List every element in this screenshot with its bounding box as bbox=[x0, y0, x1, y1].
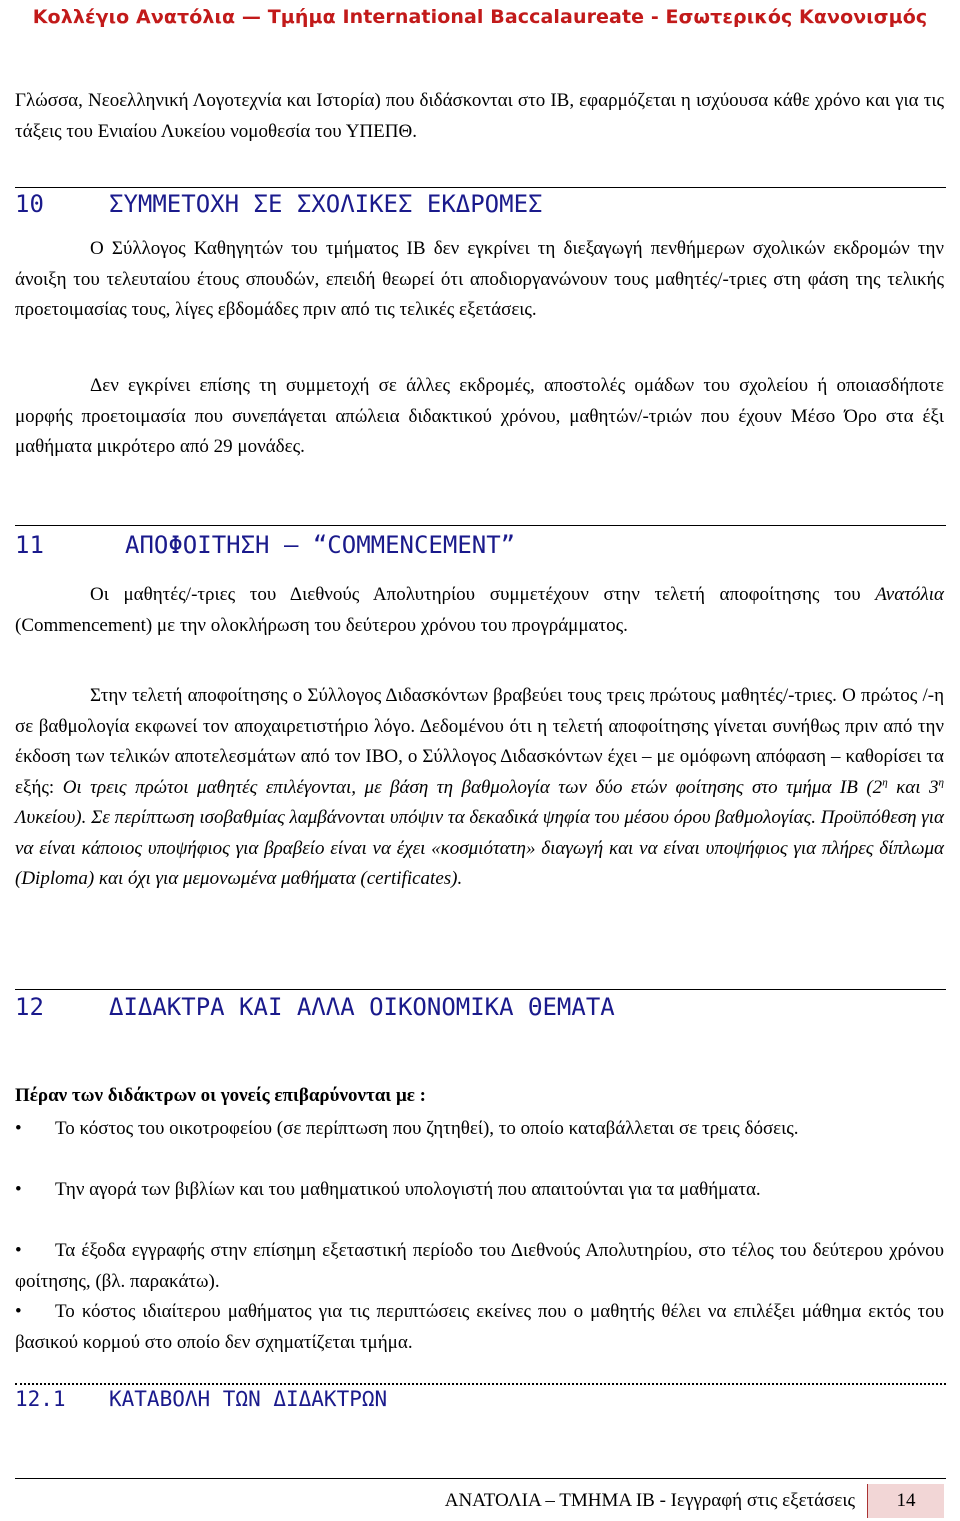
bullet-icon: • bbox=[15, 1118, 22, 1139]
section-11-p1-start: Οι μαθητές/-τριες του Διεθνούς Απολυτηρίου συμμετέχουν στην τελετή αποφοίτησης του bbox=[90, 584, 876, 605]
intro-paragraph: Γλώσσα, Νεοελληνική Λογοτεχνία και Ιστορία) που διδάσκονται στο ΙΒ, εφαρμόζεται η ισχύουσα κάθε χρόνο και για τις τάξεις του Ενιαίου Λυκείου νομοθεσία του ΥΠΕΠΘ. bbox=[15, 90, 944, 142]
section-11-title: ΑΠΟΦΟΙΤΗΣΗ – “COMMENCEMENT” bbox=[125, 531, 516, 559]
section-11-p2-start: Στην τελετή αποφοίτησης ο Σύλλογος Διδασκόντων βραβεύει τους τρεις πρώτους μαθητές/-τριες. Ο πρώτος /-η σε βαθμολογία εκφωνεί τον αποχαιρετιστήριο λόγο. Δεδομένου ότι η τελετή αποφοίτησης γίνεται συνήθως πριν από την έκδοση των τελικών αποτελεσμάτων από τον IBO, ο Σύλλογος Διδασκόντων έχει – με ομόφωνη απόφαση – καθορίσει τα εξής: bbox=[15, 685, 944, 798]
footer-rule bbox=[15, 1478, 946, 1479]
list-item bbox=[15, 1236, 944, 1297]
list-item bbox=[15, 1175, 944, 1206]
section-12-1-heading bbox=[15, 1387, 944, 1411]
section-11-heading bbox=[15, 531, 944, 559]
section-10-paragraph-1: Ο Σύλλογος Καθηγητών του τμήματος ΙΒ δεν εγκρίνει τη διεξαγωγή πενθήμερων σχολικών εκδρομών την άνοιξη του τελευταίου έτους σπουδών, επειδή θεωρεί ότι αποδιοργανώνουν τους μαθητές/-τριες στη φάση της τελικής προετοιμασίας τους, λίγες εβδομάδες πριν από τις τελικές εξετάσεις. bbox=[15, 238, 944, 320]
section-11-p1-end: (Commencement) με την ολοκλήρωση του δεύτερου χρόνου του προγράμματος. bbox=[15, 614, 628, 636]
list-item bbox=[15, 1297, 944, 1358]
section-11-paragraph-2 bbox=[15, 681, 944, 895]
running-header: Κολλέγιο Ανατόλια — Τμήμα International Baccalaureate - Εσωτερικός Κανονισμός bbox=[32, 6, 928, 28]
section-11-paragraph-1 bbox=[15, 580, 944, 641]
section-10-paragraph-2: Δεν εγκρίνει επίσης τη συμμετοχή σε άλλες εκδρομές, αποστολές ομάδων του σχολείου ή οποιασδήποτε μορφής προετοιμασία που συνεπάγεται απώλεια διδακτικού χρόνου, μαθητών/-τριών που έχουν Μέσο Όρο στα έξι μαθήματα μικρότερο από 29 μονάδες. bbox=[15, 375, 944, 457]
section-12-number: 12 bbox=[15, 993, 44, 1021]
bullet-icon: • bbox=[15, 1240, 22, 1261]
list-item-text: Το κόστος του οικοτροφείου (σε περίπτωση που ζητηθεί), το οποίο καταβάλλεται σε τρεις δόσεις. bbox=[55, 1118, 799, 1139]
page-number: 14 bbox=[867, 1484, 944, 1518]
bullet-icon: • bbox=[15, 1301, 22, 1322]
section-12-heading bbox=[15, 993, 944, 1021]
list-item-text: Τα έξοδα εγγραφής στην επίσημη εξεταστική περίοδο του Διεθνούς Απολυτηρίου, στο τέλος του δεύτερου χρόνου φοίτησης, (βλ. παρακάτω). bbox=[15, 1240, 944, 1292]
section-12-1-number: 12.1 bbox=[15, 1387, 66, 1411]
section-12-title: ΔΙΔΑΚΤΡΑ ΚΑΙ ΑΛΛΑ ΟΙΚΟΝΟΜΙΚΑ ΘΕΜΑΤΑ bbox=[109, 993, 615, 1021]
page-footer bbox=[445, 1484, 944, 1518]
list-item-text: Το κόστος ιδιαίτερου μαθήματος για τις περιπτώσεις εκείνες που ο μαθητής θέλει να επιλέξει μάθημα εκτός του βασικού κορμού στο οποίο δεν σχηματίζεται τμήμα. bbox=[15, 1301, 944, 1353]
section-10-heading bbox=[15, 190, 944, 218]
section-12-1-rule bbox=[15, 1383, 946, 1385]
section-11-number: 11 bbox=[15, 531, 44, 559]
section-12-1-title: ΚΑΤΑΒΟΛΗ ΤΩΝ ΔΙΔΑΚΤΡΩΝ bbox=[109, 1387, 388, 1411]
section-10-number: 10 bbox=[15, 190, 44, 218]
section-12-rule bbox=[15, 989, 946, 990]
bullet-icon: • bbox=[15, 1179, 22, 1200]
section-11-p2-italic-b: και 3 bbox=[887, 776, 939, 798]
footer-text: ΑΝΑΤΟΛΙΑ – ΤΜΗΜΑ ΙΒ - Ιεγγραφή στις εξετάσεις bbox=[444, 1490, 855, 1511]
section-11-p2-italic-a: Οι τρεις πρώτοι μαθητές επιλέγονται, με βάση τη βαθμολογία των δύο ετών φοίτησης στο τμήμα ΙΒ (2 bbox=[62, 776, 883, 798]
section-10-title: ΣΥΜΜΕΤΟΧΗ ΣΕ ΣΧΟΛΙΚΕΣ ΕΚΔΡΟΜΕΣ bbox=[109, 190, 543, 218]
section-10-rule bbox=[15, 187, 946, 188]
section-12-lead: Πέραν των διδάκτρων οι γονείς επιβαρύνονται με : bbox=[15, 1085, 426, 1106]
section-11-p1-anatolia: Ανατόλια bbox=[875, 584, 944, 605]
list-item-text: Την αγορά των βιβλίων και του μαθηματικού υπολογιστή που απαιτούνται για τα μαθήματα. bbox=[55, 1179, 761, 1200]
section-11-sup-2: η bbox=[938, 776, 944, 789]
list-item bbox=[15, 1114, 944, 1145]
section-11-rule bbox=[15, 525, 946, 526]
section-11-sup-1: η bbox=[882, 776, 888, 789]
section-11-p2-italic-c: Λυκείου). Σε περίπτωση ισοβαθμίας λαμβάνονται υπόψιν τα δεκαδικά ψηφία του μέσου όρου βαθμολογίας. Προϋπόθεση για να είναι κάποιος υποψήφιος για βραβείο είναι να έχει «κοσμιότατη» διαγωγή και να είναι υποψήφιος για πλήρες δίπλωμα (Diploma) και όχι για μεμονωμένα μαθήματα (certificates). bbox=[15, 807, 944, 889]
